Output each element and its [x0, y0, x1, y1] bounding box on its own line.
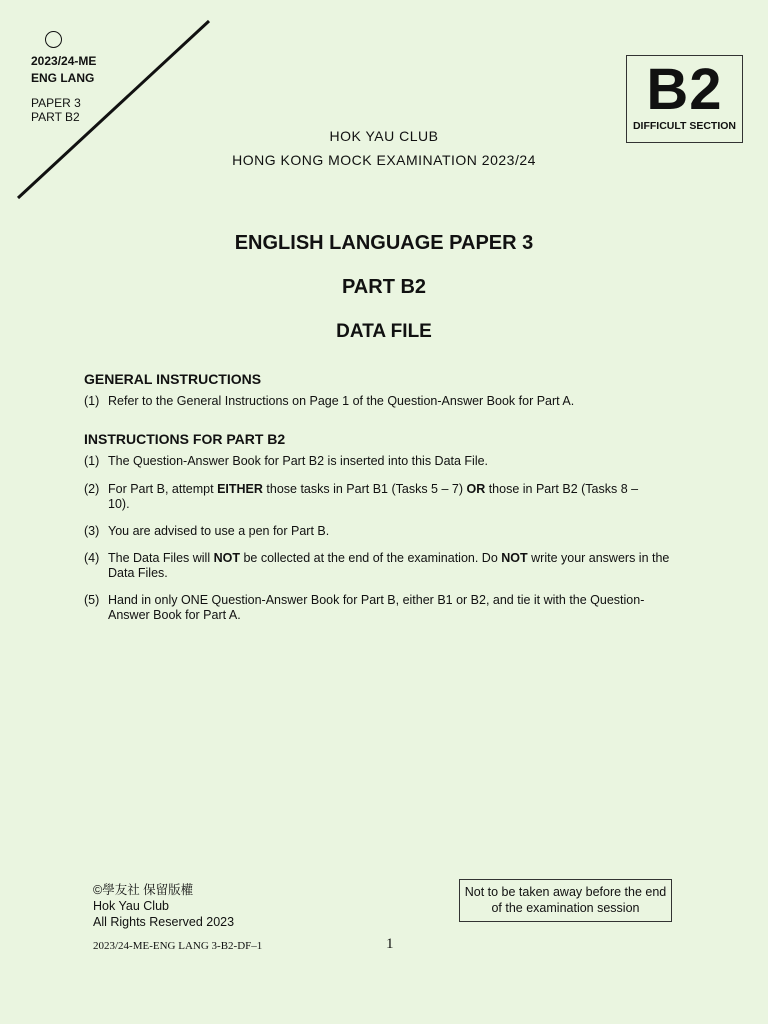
- item-text: Hand in only ONE Question-Answer Book for Part B, either B1 or B2, and tie it with the Question-Answer Book for Part A.: [108, 593, 645, 622]
- paper-title: ENGLISH LANGUAGE PAPER 3: [234, 232, 534, 254]
- general-instructions-heading: GENERAL INSTRUCTIONS: [84, 371, 262, 387]
- item-number: (2): [84, 482, 100, 496]
- document-code: 2023/24-ME-ENG LANG 3-B2-DF–1: [93, 940, 263, 952]
- item-number: (3): [84, 524, 100, 538]
- item-text: Refer to the General Instructions on Page 1 of the Question-Answer Book for Part A.: [108, 394, 575, 408]
- instruction-item-5: [84, 593, 669, 623]
- item-number: (4): [84, 551, 100, 565]
- item-number: (1): [84, 454, 100, 468]
- exam-name: HONG KONG MOCK EXAMINATION 2023/24: [232, 152, 536, 168]
- paper-code-year: 2023/24-ME: [31, 54, 97, 68]
- item-text: The Data Files will NOT be collected at the end of the examination. Do NOT write your answers in the Data Files.: [108, 551, 670, 580]
- section-badge-label: B2: [646, 57, 723, 122]
- item-text: You are advised to use a pen for Part B.: [108, 524, 330, 538]
- paper-code-part: PART B2: [31, 110, 80, 124]
- item-text: For Part B, attempt EITHER those tasks in Part B1 (Tasks 5 – 7) OR those in Part B2 (Tasks 8 – 10).: [108, 482, 639, 511]
- copyright-line: ©學友社 保留版權: [93, 883, 194, 897]
- instruction-item-1: [84, 454, 684, 469]
- copyright-block: [93, 882, 234, 930]
- club-name: HOK YAU CLUB: [329, 128, 439, 144]
- notice-box: Not to be taken away before the end of the examination session: [459, 879, 672, 922]
- part-b2-instructions-heading: INSTRUCTIONS FOR PART B2: [84, 431, 286, 447]
- paper-code-paper: PAPER 3: [31, 96, 81, 110]
- part-title: PART B2: [341, 276, 427, 298]
- page-number: 1: [386, 936, 394, 952]
- publisher-name: Hok Yau Club: [93, 899, 169, 913]
- section-badge-caption: DIFFICULT SECTION: [632, 120, 737, 132]
- general-instruction-item: [84, 394, 684, 409]
- item-number: (5): [84, 593, 100, 607]
- paper-code-subject: ENG LANG: [31, 71, 95, 85]
- item-number: (1): [84, 394, 100, 408]
- instruction-item-4: [84, 551, 684, 581]
- instruction-item-2: [84, 482, 644, 512]
- item-text: The Question-Answer Book for Part B2 is inserted into this Data File.: [108, 454, 489, 468]
- instruction-item-3: [84, 524, 684, 539]
- data-file-title: DATA FILE: [336, 321, 432, 342]
- corner-diagonal-line: [0, 0, 220, 210]
- rights-line: All Rights Reserved 2023: [93, 915, 235, 929]
